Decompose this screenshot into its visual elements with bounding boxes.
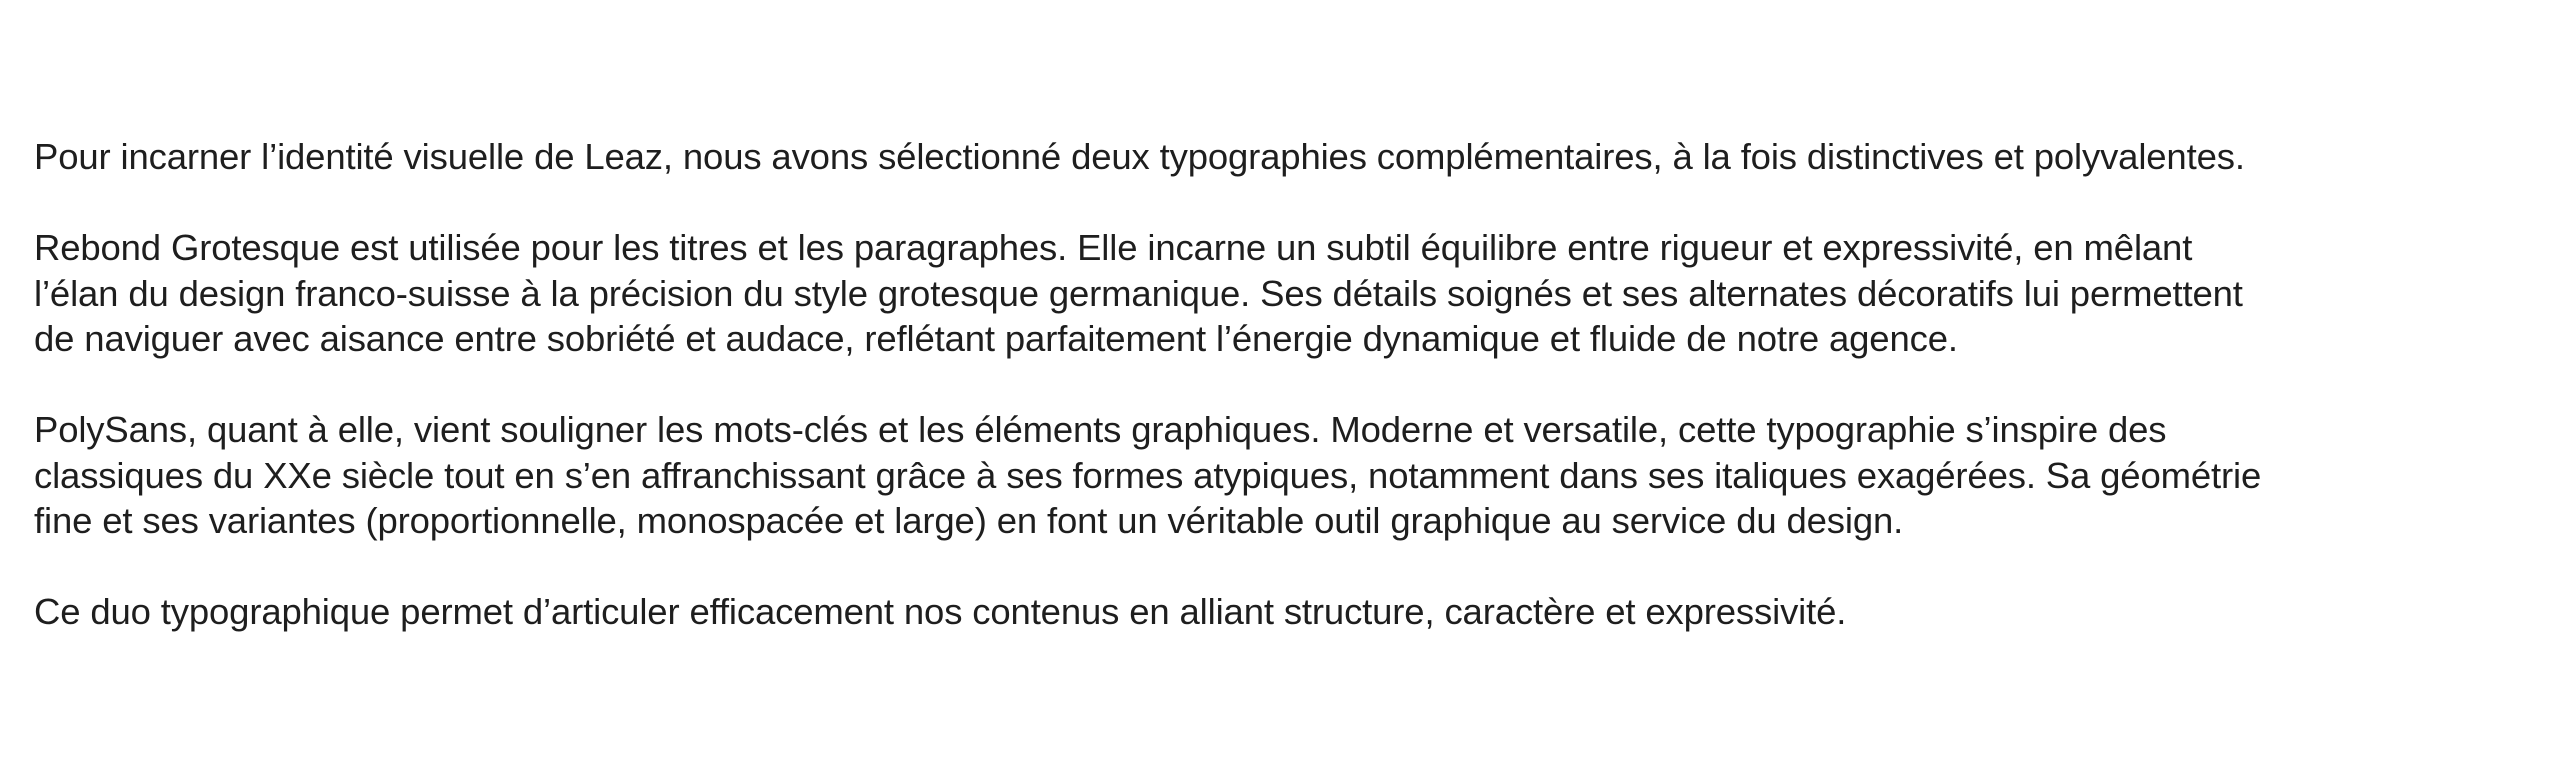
paragraph-line: Pour incarner l’identité visuelle de Leaz, nous avons sélectionné deux typographies complémentaires, à la fois distinctives et polyvalentes. <box>34 136 2245 177</box>
paragraph-line: PolySans, quant à elle, vient souligner les mots-clés et les éléments graphiques. Moderne et versatile, cette typographie s’inspire des <box>34 409 2167 450</box>
paragraph-line: Ce duo typographique permet d’articuler efficacement nos contenus en alliant structure, caractère et expressivité. <box>34 591 1847 632</box>
polysans-paragraph <box>34 407 2534 544</box>
rebond-grotesque-paragraph <box>34 225 2534 362</box>
paragraph-line: fine et ses variantes (proportionnelle, monospacée et large) en font un véritable outil graphique au service du design. <box>34 500 1904 541</box>
paragraph-line: Rebond Grotesque est utilisée pour les titres et les paragraphes. Elle incarne un subtil équilibre entre rigueur et expressivité, en mêlant <box>34 227 2193 268</box>
typography-description <box>34 134 2534 635</box>
intro-paragraph <box>34 134 2534 180</box>
paragraph-line: de naviguer avec aisance entre sobriété et audace, reflétant parfaitement l’énergie dynamique et fluide de notre agence. <box>34 318 1958 359</box>
paragraph-line: classiques du XXe siècle tout en s’en affranchissant grâce à ses formes atypiques, notamment dans ses italiques exagérées. Sa géométrie <box>34 454 2262 496</box>
conclusion-paragraph <box>34 589 2534 635</box>
paragraph-line: l’élan du design franco-suisse à la précision du style grotesque germanique. Ses détails soignés et ses alternates décoratifs lui permettent <box>34 272 2243 314</box>
